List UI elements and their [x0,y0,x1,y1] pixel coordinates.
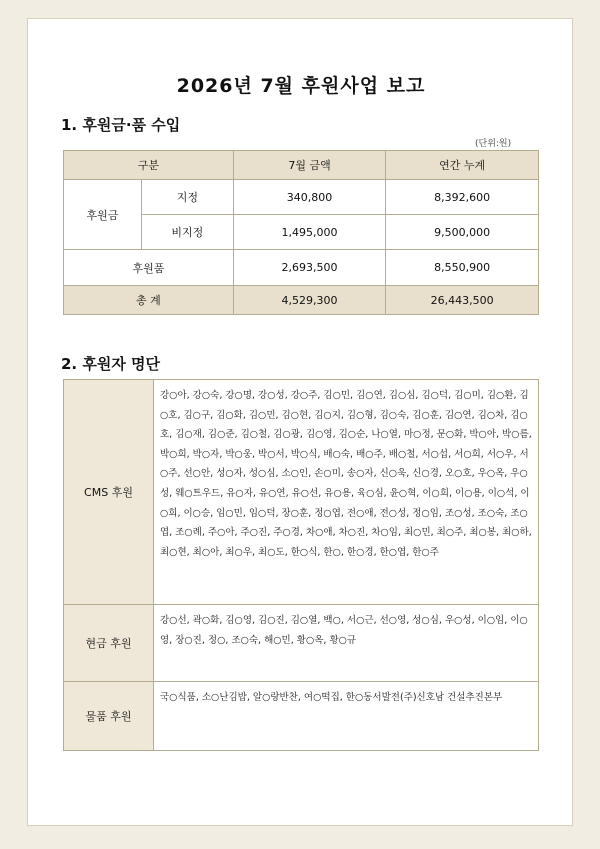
table-row [64,250,539,286]
section2-heading: 2. 후원자 명단 [61,355,161,373]
donor-row-cms [64,380,539,605]
table-row [64,180,539,215]
donor-label: CMS 후원 [64,380,154,605]
total-month: 4,529,300 [233,286,386,315]
header-month: 7월 금액 [233,151,386,180]
row-label-goods: 후원품 [64,250,234,286]
donor-row-goods [64,682,539,751]
donor-row-cash [64,605,539,682]
donor-label: 물품 후원 [64,682,154,751]
total-row [64,286,539,315]
total-label: 총 계 [64,286,234,315]
row-label: 비지정 [141,215,233,250]
month-value: 2,693,500 [233,250,386,286]
donor-names: 국○식품, 소○난김밥, 알○랑반찬, 여○떡집, 한○동서발전(주)신호남 건설추진본부 [154,682,539,751]
total-annual: 26,443,500 [386,286,539,315]
document-page [27,18,573,826]
header-category: 구분 [64,151,234,180]
group-label-donation: 후원금 [64,180,142,250]
section1-heading: 1. 후원금·품 수입 [61,116,181,134]
annual-value: 8,550,900 [386,250,539,286]
donor-label: 현금 후원 [64,605,154,682]
annual-value: 8,392,600 [386,180,539,215]
annual-value: 9,500,000 [386,215,539,250]
row-label: 지정 [141,180,233,215]
unit-note: (단위:원) [475,139,512,149]
donor-names: 강○선, 곽○화, 김○영, 김○진, 김○열, 백○, 서○근, 선○영, 성○심, 우○성, 이○임, 이○영, 장○진, 정○, 조○숙, 해○민, 황○옥, 황○규 [154,605,539,682]
header-annual: 연간 누계 [386,151,539,180]
page-title: 2026년 7월 후원사업 보고 [176,75,426,97]
income-table [63,150,539,315]
donor-table [63,379,539,751]
month-value: 1,495,000 [233,215,386,250]
donor-names: 강○아, 강○숙, 강○명, 강○성, 강○주, 김○민, 김○연, 김○심, 김○덕, 김○미, 김○환, 김○호, 김○구, 김○화, 김○민, 김○현, 김○지, 김○형, 김○숙, 김○훈, 김○연, 김○차, 김○호, 김○재, 김○준, 김○철, 김○광, 김○영, 김○순, 나○열, 마○정, 문○화, 박○아, 박○름, 박○희, 박○자, 박○웅, 박○서, 박○식, 배○숙, 배○주, 배○철, 서○섭, 서○희, 서○우, 서○주, 선○안, 성○자, 성○심, 소○인, 손○미, 송○자, 신○욱, 신○경, 오○호, 우○옥, 우○성, 웨○트우드, 유○자, 유○연, 유○선, 유○용, 육○심, 윤○혁, 이○희, 이○용, 이○석, 이○희, 이○승, 임○민, 임○덕, 장○훈, 정○엽, 전○애, 전○성, 정○임, 조○성, 조○숙, 조○엽, 조○례, 주○아, 주○진, 주○경, 차○애, 차○진, 차○임, 최○민, 최○주, 최○봉, 최○하, 최○현, 최○아, 최○우, 최○도, 한○식, 한○, 한○경, 한○엽, 한○주 [154,380,539,605]
month-value: 340,800 [233,180,386,215]
table-header-row [64,151,539,180]
